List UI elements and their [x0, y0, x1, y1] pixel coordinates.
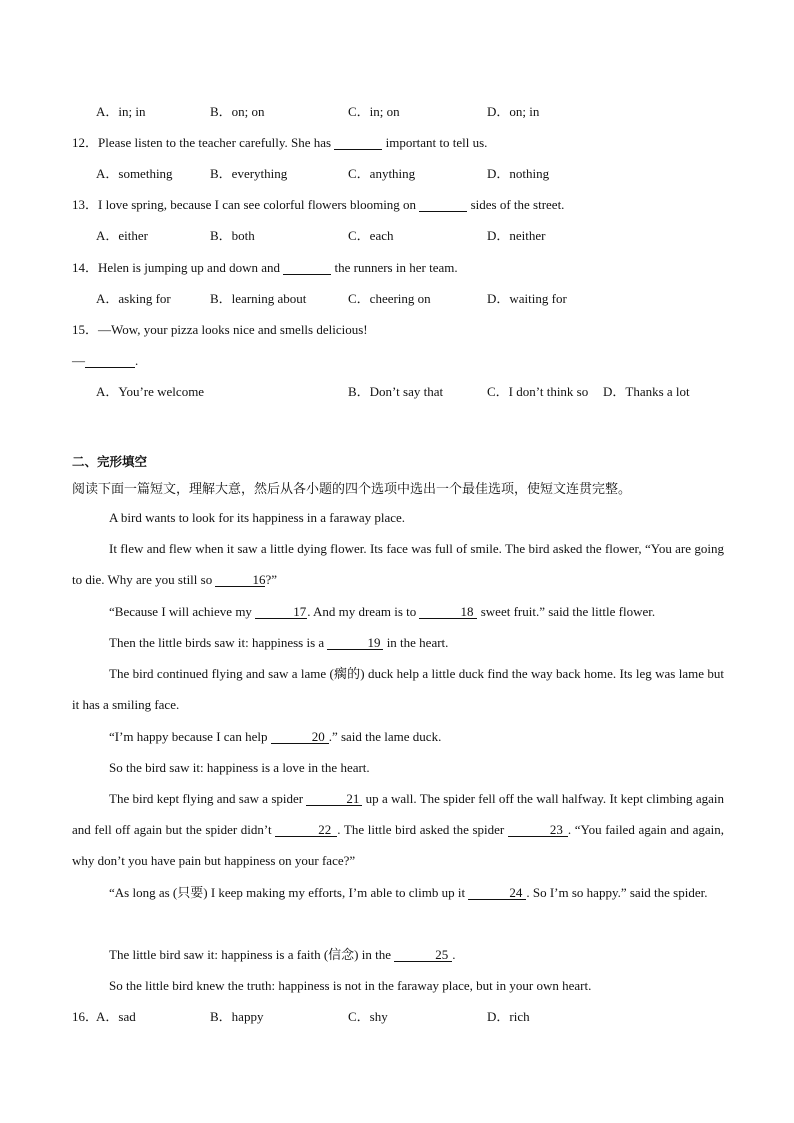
q13-option-d[interactable]: D．neither: [487, 228, 546, 243]
passage-text: The little bird saw it: happiness is a faith (信念) in the: [109, 947, 395, 962]
passage-text: . And my dream is to: [307, 604, 420, 619]
blank-22: 22: [275, 823, 337, 837]
q15-reply: [72, 353, 138, 369]
q12-option-b[interactable]: B．everything: [210, 166, 288, 181]
q15-text: —Wow, your pizza looks nice and smells delicious!: [98, 322, 368, 337]
q14-option-c[interactable]: C．cheering on: [348, 291, 431, 306]
q11-option-a[interactable]: A．in; in: [96, 104, 146, 119]
q12-option-d[interactable]: D．nothing: [487, 166, 550, 181]
passage-paragraph: So the little bird knew the truth: happiness is not in the faraway place, but in your own heart.: [109, 978, 592, 993]
passage-text: sweet fruit.” said the little flower.: [477, 604, 656, 619]
q15-number: 15．: [72, 322, 99, 337]
passage-text: “As long as (只要) I keep making my efforts, I’m able to climb up it: [109, 885, 469, 900]
passage-paragraph: A bird wants to look for its happiness in a faraway place.: [109, 510, 406, 525]
q14-option-d[interactable]: D．waiting for: [487, 291, 567, 306]
q16-option-a[interactable]: A．sad: [96, 1009, 136, 1024]
passage-paragraph: [72, 721, 724, 752]
blank-17: 17: [255, 605, 307, 619]
q15-stem: [72, 322, 368, 338]
blank-19: 19: [327, 636, 383, 650]
passage-paragraph: [72, 627, 724, 658]
q15-reply-end: .: [135, 353, 139, 368]
q14-text-after: the runners in her team.: [331, 260, 458, 275]
blank-25: 25: [394, 948, 452, 962]
passage-text: up a wall. The spider fell off the wall halfway. It kept climbing again and fell off again but the spider didn’t: [72, 791, 724, 837]
passage-paragraph: [72, 596, 724, 627]
q12-number: 12．: [72, 135, 99, 150]
q15-option-a[interactable]: A．You’re welcome: [96, 384, 205, 399]
blank-20: 20: [271, 730, 329, 744]
q16-option-d[interactable]: D．rich: [487, 1009, 530, 1024]
q14-option-a[interactable]: A．asking for: [96, 291, 171, 306]
q16-option-c[interactable]: C．shy: [348, 1009, 388, 1024]
passage-text: . “You failed again and again, why don’t you have pain but happiness on your face?”: [72, 822, 725, 868]
passage-text: It flew and flew when it saw a little dying flower. Its face was full of smile. The bird asked the flower, “You are going to die. Why are you still so: [72, 541, 724, 587]
passage-text: ?”: [265, 572, 278, 587]
q13-stem: [72, 197, 564, 213]
passage-paragraph: [72, 533, 724, 595]
q11-option-d[interactable]: D．on; in: [487, 104, 540, 119]
q13-option-b[interactable]: B．both: [210, 228, 255, 243]
q16-option-b[interactable]: B．happy: [210, 1009, 264, 1024]
q15-option-b[interactable]: B．Don’t say that: [348, 384, 444, 399]
passage-paragraph: The bird continued flying and saw a lame (瘸的) duck help a little duck find the way back home. Its leg was lame but it has a smiling face.: [72, 666, 724, 712]
section-instruction: 阅读下面一篇短文，理解大意，然后从各小题的四个选项中选出一个最佳选项，使短文连贯完整。: [72, 482, 632, 497]
q14-text-before: Helen is jumping up and down and: [98, 260, 284, 275]
q11-option-b[interactable]: B．on; on: [210, 104, 265, 119]
q15-option-d[interactable]: D．Thanks a lot: [603, 384, 690, 399]
q11-option-c[interactable]: C．in; on: [348, 104, 400, 119]
passage-text: “I’m happy because I can help: [109, 729, 271, 744]
q13-option-c[interactable]: C．each: [348, 228, 394, 243]
passage-text: .: [452, 947, 456, 962]
passage-paragraph: [72, 783, 724, 876]
q12-text-before: Please listen to the teacher carefully. She has: [98, 135, 335, 150]
q15-option-c[interactable]: C．I don’t think so: [487, 384, 589, 399]
q16-number: 16．: [72, 1009, 99, 1024]
q14-option-b[interactable]: B．learning about: [210, 291, 307, 306]
q14-number: 14．: [72, 260, 99, 275]
passage-text: . So I’m so happy.” said the spider.: [526, 885, 708, 900]
q13-option-a[interactable]: A．either: [96, 228, 148, 243]
q13-text-before: I love spring, because I can see colorful flowers blooming on: [98, 197, 420, 212]
passage-text: “Because I will achieve my: [109, 604, 256, 619]
q15-blank: [85, 354, 135, 368]
passage-text: .” said the lame duck.: [328, 729, 442, 744]
blank-21: 21: [306, 792, 362, 806]
blank-16: 16: [215, 573, 265, 587]
q14-blank: [283, 261, 331, 275]
passage-paragraph: So the bird saw it: happiness is a love in the heart.: [109, 760, 370, 775]
blank-23: 23: [508, 823, 568, 837]
q13-text-after: sides of the street.: [467, 197, 565, 212]
passage-text: in the heart.: [383, 635, 449, 650]
q13-blank: [419, 198, 467, 212]
blank-24: 24: [468, 886, 526, 900]
q12-stem: [72, 135, 487, 151]
q13-number: 13．: [72, 197, 99, 212]
passage-paragraph: [72, 939, 724, 970]
passage-text: The bird kept flying and saw a spider: [109, 791, 307, 806]
q14-stem: [72, 260, 458, 276]
section-title: 二、完形填空: [72, 454, 148, 469]
blank-18: 18: [419, 605, 477, 619]
passage-text: . The little bird asked the spider: [337, 822, 508, 837]
q12-text-after: important to tell us.: [382, 135, 488, 150]
q12-option-a[interactable]: A．something: [96, 166, 173, 181]
q12-blank: [334, 136, 382, 150]
q12-option-c[interactable]: C．anything: [348, 166, 416, 181]
passage-paragraph: [72, 877, 724, 908]
q15-reply-dash: —: [72, 353, 85, 368]
passage-text: Then the little birds saw it: happiness is a: [109, 635, 328, 650]
